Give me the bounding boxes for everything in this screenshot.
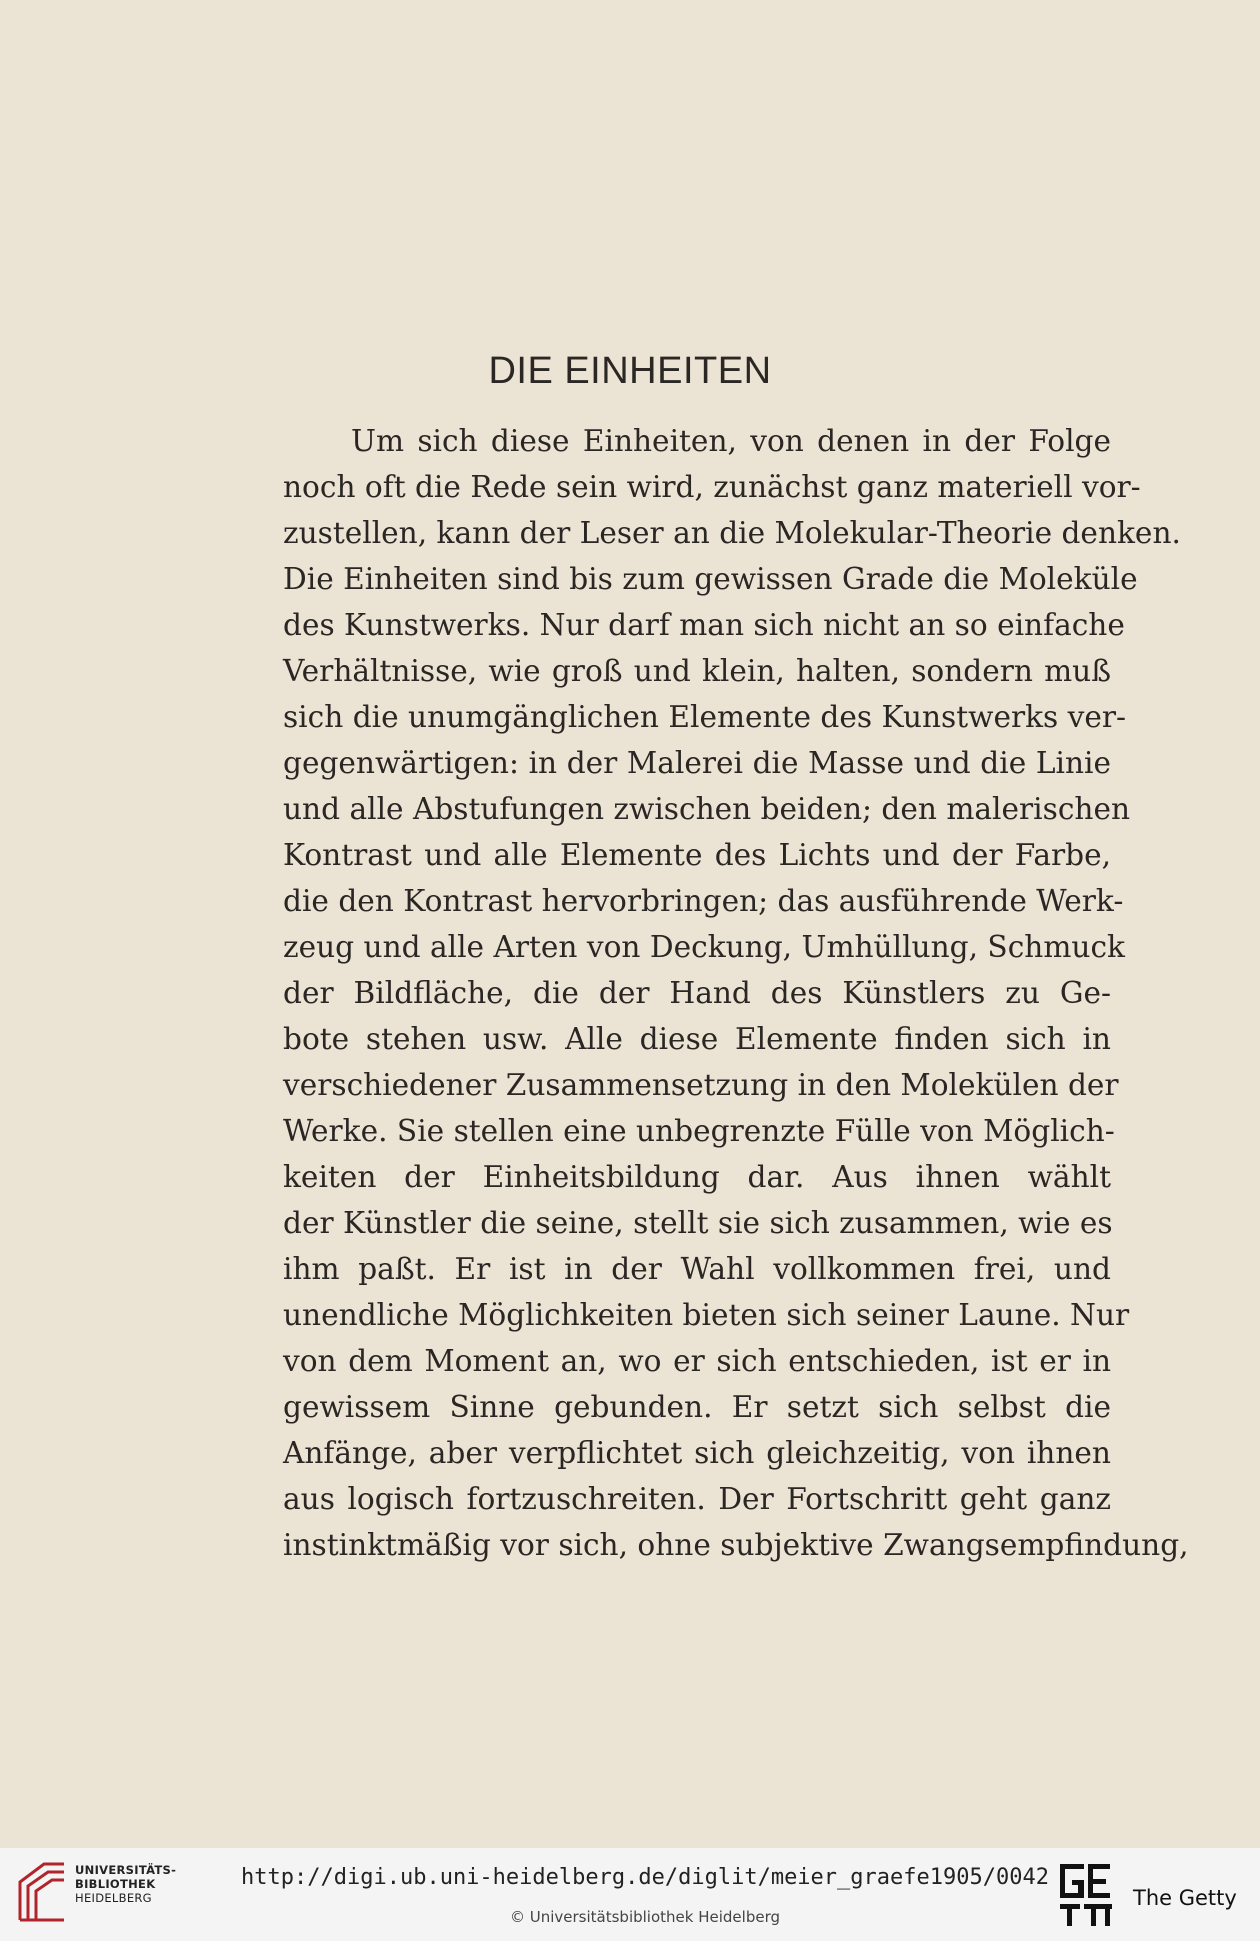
text-line: Anfänge, aber verpflichtet sich gleichzeitig, von ihnen xyxy=(283,1436,1111,1470)
text-line: noch oft die Rede sein wird, zunächst ganz materiell vor- xyxy=(283,470,1141,504)
text-line: instinktmäßig vor sich, ohne subjektive Zwangsempfindung, xyxy=(283,1528,1189,1562)
text-line: der Künstler die seine, stellt sie sich zusammen, wie es xyxy=(283,1206,1113,1240)
text-line: zustellen, kann der Leser an die Molekular-Theorie denken. xyxy=(283,516,1181,550)
footer-bar xyxy=(0,1848,1260,1941)
text-line: Werke. Sie stellen eine unbegrenzte Fülle von Möglich- xyxy=(283,1114,1115,1148)
text-line: gegenwärtigen: in der Malerei die Masse und die Linie xyxy=(283,746,1111,780)
text-line: verschiedener Zusammensetzung in den Molekülen der xyxy=(283,1068,1119,1102)
text-line: gewissem Sinne gebunden. Er setzt sich selbst die xyxy=(283,1390,1111,1424)
text-line: aus logisch fortzuschreiten. Der Fortschritt geht ganz xyxy=(283,1482,1111,1516)
text-line: Um sich diese Einheiten, von denen in der Folge xyxy=(351,424,1111,458)
partner-name: The Getty xyxy=(1133,1886,1237,1910)
library-name-line2: BIBLIOTHEK xyxy=(75,1877,156,1891)
permalink-url[interactable]: http://digi.ub.uni-heidelberg.de/diglit/meier_graefe1905/0042 xyxy=(241,1865,1049,1890)
text-line: zeug und alle Arten von Deckung, Umhüllung, Schmuck xyxy=(283,930,1125,964)
text-line: von dem Moment an, wo er sich entschieden, ist er in xyxy=(283,1344,1111,1378)
text-line: keiten der Einheitsbildung dar. Aus ihnen wählt xyxy=(283,1160,1111,1194)
library-name-line1: UNIVERSITÄTS- xyxy=(75,1863,177,1877)
library-name-line3: HEIDELBERG xyxy=(75,1891,152,1905)
text-line: der Bildfläche, die der Hand des Künstlers zu Ge- xyxy=(283,976,1111,1010)
text-line: bote stehen usw. Alle diese Elemente finden sich in xyxy=(283,1022,1111,1056)
getty-logo-icon[interactable] xyxy=(1058,1860,1114,1930)
text-line: des Kunstwerks. Nur darf man sich nicht an so einfache xyxy=(283,608,1125,642)
text-line: ihm paßt. Er ist in der Wahl vollkommen frei, und xyxy=(283,1252,1111,1286)
text-line: Die Einheiten sind bis zum gewissen Grade die Moleküle xyxy=(283,562,1138,596)
text-line: unendliche Möglichkeiten bieten sich seiner Laune. Nur xyxy=(283,1298,1130,1332)
text-line: Verhältnisse, wie groß und klein, halten, sondern muß xyxy=(283,654,1111,688)
text-line: sich die unumgänglichen Elemente des Kunstwerks ver- xyxy=(283,700,1127,734)
text-line: die den Kontrast hervorbringen; das ausführende Werk- xyxy=(283,884,1124,918)
text-line: und alle Abstufungen zwischen beiden; den malerischen xyxy=(283,792,1131,826)
copyright-notice: © Universitätsbibliothek Heidelberg xyxy=(509,1908,780,1926)
body-text xyxy=(283,418,1189,1568)
text-line: Kontrast und alle Elemente des Lichts und der Farbe, xyxy=(283,838,1111,872)
chapter-heading: DIE EINHEITEN xyxy=(488,350,772,392)
